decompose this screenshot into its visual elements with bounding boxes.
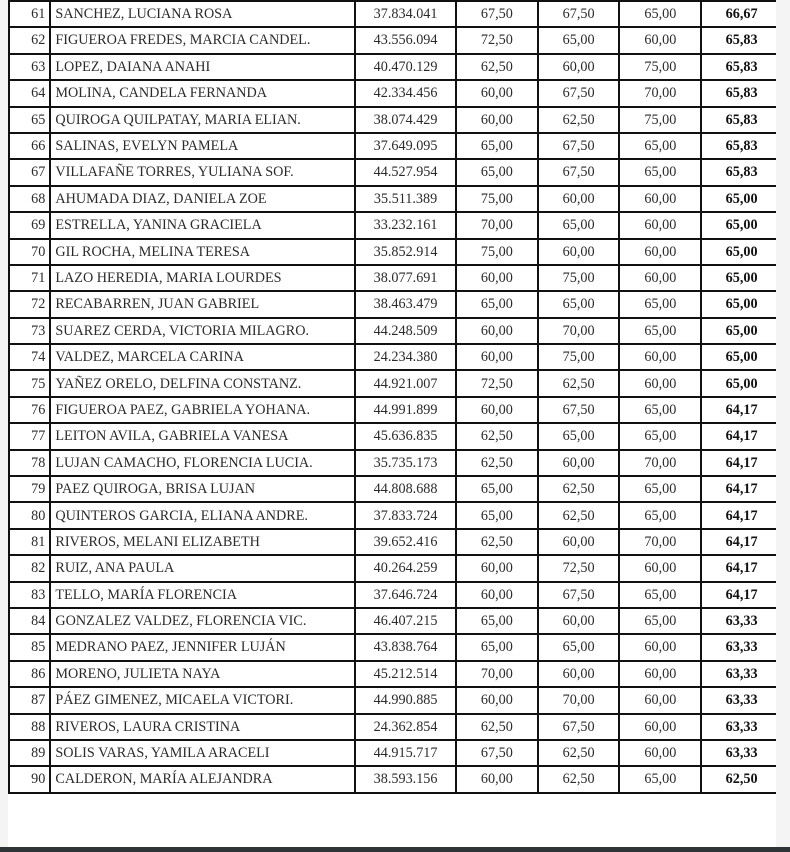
average-score: 65,83 [701,133,782,159]
dni-number: 45.212.514 [355,661,456,687]
average-score: 62,50 [701,766,782,792]
row-number: 88 [9,714,50,740]
row-number: 77 [9,423,50,449]
average-score: 65,00 [701,265,782,291]
score-2: 62,50 [538,502,620,528]
table-row [9,687,782,713]
row-number: 84 [9,608,50,634]
score-1: 60,00 [456,80,538,106]
average-score: 65,00 [701,239,782,265]
score-3: 65,00 [619,1,701,27]
score-1: 62,50 [456,529,538,555]
score-1: 65,00 [456,159,538,185]
score-1: 65,00 [456,502,538,528]
table-row [9,582,782,608]
score-3: 60,00 [619,186,701,212]
score-2: 67,50 [538,1,620,27]
ranking-table [8,0,783,794]
row-number: 76 [9,397,50,423]
score-2: 72,50 [538,555,620,581]
applicant-name: AHUMADA DIAZ, DANIELA ZOE [50,186,355,212]
average-score: 65,00 [701,291,782,317]
score-2: 62,50 [538,766,620,792]
table-row [9,318,782,344]
applicant-name: QUINTEROS GARCIA, ELIANA ANDRE. [50,502,355,528]
row-number: 62 [9,27,50,53]
score-1: 62,50 [456,54,538,80]
dni-number: 35.511.389 [355,186,456,212]
row-number: 72 [9,291,50,317]
score-3: 65,00 [619,766,701,792]
score-1: 67,50 [456,740,538,766]
table-row [9,661,782,687]
dni-number: 38.077.691 [355,265,456,291]
score-2: 65,00 [538,291,620,317]
row-number: 83 [9,582,50,608]
score-1: 62,50 [456,450,538,476]
score-3: 60,00 [619,661,701,687]
score-3: 75,00 [619,107,701,133]
dni-number: 44.915.717 [355,740,456,766]
score-3: 60,00 [619,27,701,53]
score-3: 60,00 [619,265,701,291]
dni-number: 33.232.161 [355,212,456,238]
dni-number: 45.636.835 [355,423,456,449]
table-row [9,265,782,291]
average-score: 63,33 [701,687,782,713]
score-2: 62,50 [538,107,620,133]
applicant-name: FIGUEROA PAEZ, GABRIELA YOHANA. [50,397,355,423]
applicant-name: SALINAS, EVELYN PAMELA [50,133,355,159]
score-2: 67,50 [538,133,620,159]
applicant-name: SUAREZ CERDA, VICTORIA MILAGRO. [50,318,355,344]
score-3: 70,00 [619,450,701,476]
score-1: 60,00 [456,265,538,291]
score-3: 65,00 [619,397,701,423]
dni-number: 37.834.041 [355,1,456,27]
applicant-name: SANCHEZ, LUCIANA ROSA [50,1,355,27]
score-2: 67,50 [538,159,620,185]
average-score: 63,33 [701,661,782,687]
average-score: 64,17 [701,555,782,581]
applicant-name: MEDRANO PAEZ, JENNIFER LUJÁN [50,634,355,660]
applicant-name: RUIZ, ANA PAULA [50,555,355,581]
dni-number: 44.808.688 [355,476,456,502]
applicant-name: TELLO, MARÍA FLORENCIA [50,582,355,608]
score-3: 60,00 [619,714,701,740]
score-2: 65,00 [538,634,620,660]
score-2: 75,00 [538,265,620,291]
table-row [9,502,782,528]
score-3: 60,00 [619,687,701,713]
table-row [9,370,782,396]
row-number: 66 [9,133,50,159]
row-number: 82 [9,555,50,581]
dni-number: 44.921.007 [355,370,456,396]
table-row [9,239,782,265]
row-number: 87 [9,687,50,713]
page-margin [776,0,783,848]
score-3: 65,00 [619,608,701,634]
score-2: 65,00 [538,212,620,238]
dni-number: 37.649.095 [355,133,456,159]
score-3: 65,00 [619,423,701,449]
dni-number: 37.833.724 [355,502,456,528]
table-row [9,423,782,449]
applicant-name: LOPEZ, DAIANA ANAHI [50,54,355,80]
score-1: 60,00 [456,397,538,423]
row-number: 73 [9,318,50,344]
table-row [9,608,782,634]
score-2: 60,00 [538,54,620,80]
row-number: 71 [9,265,50,291]
applicant-name: PÁEZ GIMENEZ, MICAELA VICTORI. [50,687,355,713]
score-2: 60,00 [538,450,620,476]
score-2: 67,50 [538,397,620,423]
dni-number: 38.593.156 [355,766,456,792]
dni-number: 42.334.456 [355,80,456,106]
score-1: 70,00 [456,661,538,687]
dni-number: 44.527.954 [355,159,456,185]
average-score: 64,17 [701,476,782,502]
score-2: 70,00 [538,687,620,713]
table-row [9,450,782,476]
average-score: 65,00 [701,318,782,344]
score-1: 75,00 [456,239,538,265]
applicant-name: CALDERON, MARÍA ALEJANDRA [50,766,355,792]
applicant-name: VILLAFAÑE TORRES, YULIANA SOF. [50,159,355,185]
score-1: 75,00 [456,186,538,212]
average-score: 64,17 [701,450,782,476]
dni-number: 43.838.764 [355,634,456,660]
row-number: 63 [9,54,50,80]
applicant-name: LUJAN CAMACHO, FLORENCIA LUCIA. [50,450,355,476]
applicant-name: VALDEZ, MARCELA CARINA [50,344,355,370]
score-1: 72,50 [456,370,538,396]
table-row [9,529,782,555]
row-number: 90 [9,766,50,792]
score-1: 60,00 [456,344,538,370]
applicant-name: MOLINA, CANDELA FERNANDA [50,80,355,106]
applicant-name: GIL ROCHA, MELINA TERESA [50,239,355,265]
table-row [9,186,782,212]
row-number: 70 [9,239,50,265]
score-1: 60,00 [456,582,538,608]
score-2: 60,00 [538,239,620,265]
score-2: 67,50 [538,714,620,740]
dni-number: 40.470.129 [355,54,456,80]
applicant-name: LAZO HEREDIA, MARIA LOURDES [50,265,355,291]
score-1: 62,50 [456,714,538,740]
row-number: 61 [9,1,50,27]
applicant-name: LEITON AVILA, GABRIELA VANESA [50,423,355,449]
table-row [9,740,782,766]
row-number: 67 [9,159,50,185]
score-2: 67,50 [538,582,620,608]
dni-number: 39.652.416 [355,529,456,555]
score-3: 65,00 [619,159,701,185]
score-1: 67,50 [456,1,538,27]
row-number: 69 [9,212,50,238]
applicant-name: RECABARREN, JUAN GABRIEL [50,291,355,317]
dni-number: 37.646.724 [355,582,456,608]
dni-number: 44.991.899 [355,397,456,423]
score-2: 60,00 [538,186,620,212]
score-1: 60,00 [456,766,538,792]
dni-number: 46.407.215 [355,608,456,634]
table-row [9,1,782,27]
average-score: 63,33 [701,740,782,766]
applicant-name: PAEZ QUIROGA, BRISA LUJAN [50,476,355,502]
row-number: 80 [9,502,50,528]
average-score: 64,17 [701,502,782,528]
average-score: 64,17 [701,529,782,555]
applicant-name: YAÑEZ ORELO, DELFINA CONSTANZ. [50,370,355,396]
table-row [9,212,782,238]
score-3: 60,00 [619,370,701,396]
score-1: 60,00 [456,555,538,581]
average-score: 64,17 [701,397,782,423]
row-number: 85 [9,634,50,660]
score-3: 60,00 [619,634,701,660]
table-row [9,107,782,133]
average-score: 63,33 [701,714,782,740]
score-1: 65,00 [456,133,538,159]
row-number: 64 [9,80,50,106]
ranking-table-body [9,1,782,793]
row-number: 75 [9,370,50,396]
average-score: 65,00 [701,212,782,238]
average-score: 65,00 [701,370,782,396]
average-score: 65,83 [701,107,782,133]
average-score: 66,67 [701,1,782,27]
dni-number: 24.362.854 [355,714,456,740]
table-row [9,714,782,740]
average-score: 65,83 [701,159,782,185]
row-number: 78 [9,450,50,476]
row-number: 74 [9,344,50,370]
score-3: 60,00 [619,344,701,370]
score-2: 60,00 [538,661,620,687]
table-row [9,80,782,106]
score-1: 65,00 [456,476,538,502]
dni-number: 24.234.380 [355,344,456,370]
average-score: 63,33 [701,608,782,634]
document-page [8,0,783,848]
score-1: 70,00 [456,212,538,238]
table-row [9,54,782,80]
score-2: 62,50 [538,370,620,396]
score-2: 75,00 [538,344,620,370]
dni-number: 38.074.429 [355,107,456,133]
applicant-name: RIVEROS, LAURA CRISTINA [50,714,355,740]
score-3: 60,00 [619,239,701,265]
score-2: 62,50 [538,740,620,766]
table-row [9,133,782,159]
score-3: 60,00 [619,212,701,238]
average-score: 65,83 [701,54,782,80]
average-score: 65,00 [701,186,782,212]
viewer-bottom-bar [0,847,790,852]
average-score: 65,00 [701,344,782,370]
row-number: 89 [9,740,50,766]
table-row [9,27,782,53]
dni-number: 43.556.094 [355,27,456,53]
dni-number: 40.264.259 [355,555,456,581]
table-row [9,476,782,502]
dni-number: 44.248.509 [355,318,456,344]
score-3: 65,00 [619,502,701,528]
dni-number: 35.852.914 [355,239,456,265]
table-row [9,634,782,660]
applicant-name: RIVEROS, MELANI ELIZABETH [50,529,355,555]
score-1: 65,00 [456,608,538,634]
average-score: 65,83 [701,27,782,53]
score-1: 65,00 [456,291,538,317]
applicant-name: ESTRELLA, YANINA GRACIELA [50,212,355,238]
dni-number: 38.463.479 [355,291,456,317]
score-3: 75,00 [619,54,701,80]
score-3: 65,00 [619,476,701,502]
row-number: 81 [9,529,50,555]
applicant-name: QUIROGA QUILPATAY, MARIA ELIAN. [50,107,355,133]
applicant-name: MORENO, JULIETA NAYA [50,661,355,687]
row-number: 68 [9,186,50,212]
score-3: 70,00 [619,80,701,106]
score-1: 60,00 [456,318,538,344]
applicant-name: FIGUEROA FREDES, MARCIA CANDEL. [50,27,355,53]
score-2: 67,50 [538,80,620,106]
score-2: 60,00 [538,608,620,634]
score-2: 62,50 [538,476,620,502]
average-score: 63,33 [701,634,782,660]
table-row [9,344,782,370]
score-2: 70,00 [538,318,620,344]
score-1: 60,00 [456,107,538,133]
table-row [9,159,782,185]
score-1: 72,50 [456,27,538,53]
average-score: 64,17 [701,582,782,608]
row-number: 65 [9,107,50,133]
score-1: 65,00 [456,634,538,660]
score-3: 70,00 [619,529,701,555]
score-1: 62,50 [456,423,538,449]
score-3: 60,00 [619,555,701,581]
table-row [9,766,782,792]
score-1: 60,00 [456,687,538,713]
row-number: 86 [9,661,50,687]
dni-number: 44.990.885 [355,687,456,713]
row-number: 79 [9,476,50,502]
score-2: 65,00 [538,27,620,53]
table-row [9,555,782,581]
table-row [9,397,782,423]
average-score: 65,83 [701,80,782,106]
score-3: 65,00 [619,133,701,159]
score-2: 60,00 [538,529,620,555]
applicant-name: SOLIS VARAS, YAMILA ARACELI [50,740,355,766]
score-3: 65,00 [619,318,701,344]
applicant-name: GONZALEZ VALDEZ, FLORENCIA VIC. [50,608,355,634]
score-3: 60,00 [619,740,701,766]
score-3: 65,00 [619,291,701,317]
dni-number: 35.735.173 [355,450,456,476]
score-3: 65,00 [619,582,701,608]
score-2: 65,00 [538,423,620,449]
table-row [9,291,782,317]
average-score: 64,17 [701,423,782,449]
